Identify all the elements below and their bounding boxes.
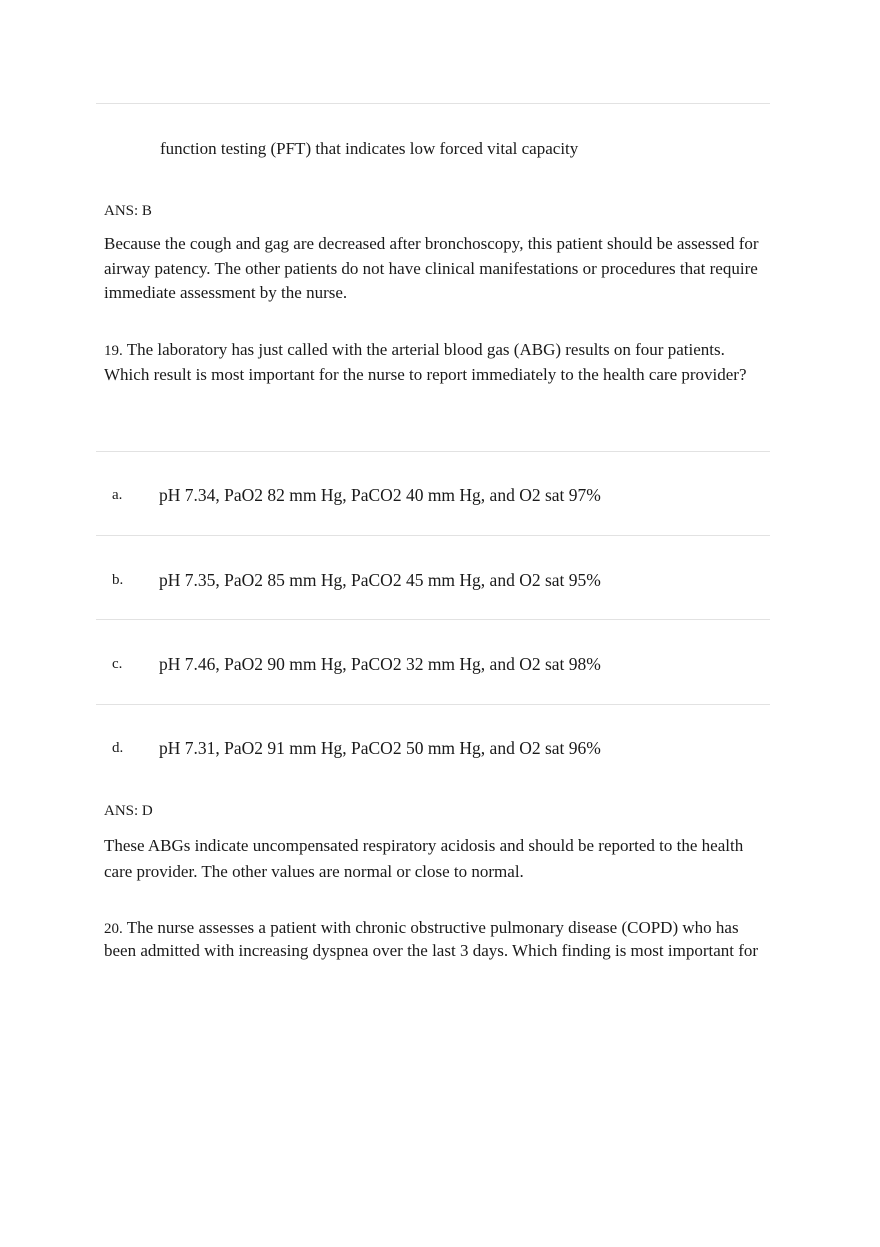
option-letter: a. [112, 487, 123, 503]
top-divider [96, 103, 770, 104]
option-divider [96, 619, 770, 620]
q19-answer: ANS: D [104, 803, 153, 819]
option-text: pH 7.31, PaO2 91 mm Hg, PaCO2 50 mm Hg, and O2 sat 96% [159, 738, 601, 758]
q18-answer: ANS: B [104, 203, 152, 219]
option-letter: d. [112, 740, 124, 756]
q20-question [104, 917, 772, 962]
q20-stem: The nurse assesses a patient with chronic obstructive pulmonary disease (COPD) who has been admitted with increasing dyspnea over the last 3 days. Which finding is most important for [104, 918, 759, 960]
q19-stem: The laboratory has just called with the arterial blood gas (ABG) results on four patients. Which result is most important for the nurse to report immediately to the health care provider? [104, 340, 747, 384]
option-text: pH 7.35, PaO2 85 mm Hg, PaCO2 45 mm Hg, and O2 sat 95% [159, 570, 601, 590]
option-text: pH 7.46, PaO2 90 mm Hg, PaCO2 32 mm Hg, and O2 sat 98% [159, 654, 601, 674]
option-divider [96, 704, 770, 705]
option-letter: c. [112, 656, 123, 672]
option-divider [96, 451, 770, 452]
q19-question [104, 338, 772, 386]
option-letter: b. [112, 572, 124, 588]
option-divider [96, 535, 770, 536]
q19-rationale: These ABGs indicate uncompensated respiratory acidosis and should be reported to the health care provider. The other values are normal or close to normal. [104, 836, 744, 881]
q18-rationale: Because the cough and gag are decreased after bronchoscopy, this patient should be assessed for airway patency. The other patients do not have clinical manifestations or procedures that require immediate assessment by the nurse. [104, 234, 759, 302]
option-text: pH 7.34, PaO2 82 mm Hg, PaCO2 40 mm Hg, and O2 sat 97% [159, 485, 601, 505]
q19-number: 19. [104, 343, 123, 359]
q20-number: 20. [104, 921, 123, 937]
option-continuation: function testing (PFT) that indicates low forced vital capacity [160, 139, 579, 158]
